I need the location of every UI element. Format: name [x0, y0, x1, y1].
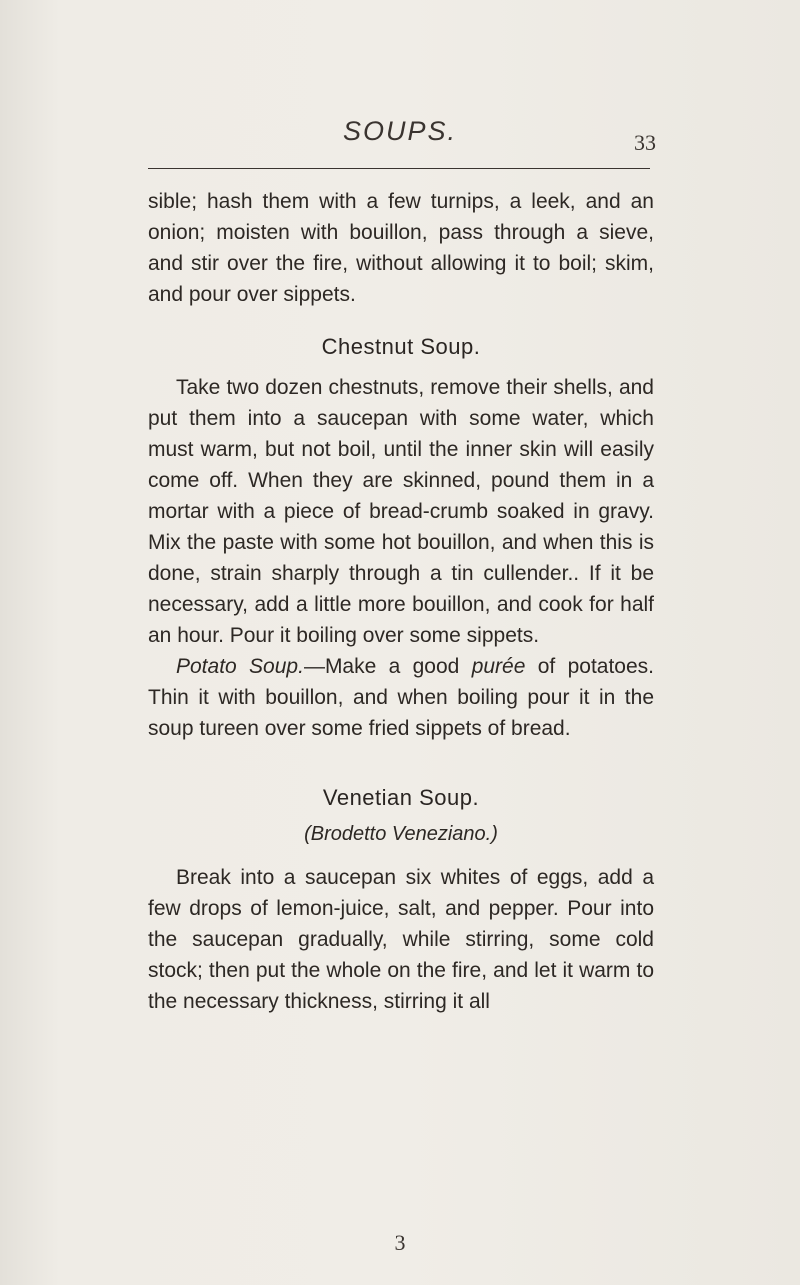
- potato-soup-paragraph: [148, 651, 654, 744]
- intro-paragraph: sible; hash them with a few turnips, a leek, and an onion; moisten with bouillon, pass through a sieve, and stir over the fire, without allowing it to boil; skim, and pour over sippets.: [148, 190, 654, 306]
- venetian-soup-heading: Venetian Soup.: [322, 785, 480, 810]
- potato-soup-emphasis: purée: [471, 655, 526, 678]
- chestnut-soup-paragraph: Take two dozen chestnuts, remove their shells, and put them into a saucepan with some water, which must warm, but not boil, until the inner skin will easily come off. When they are skinned, pound them in a mortar with a piece of bread-crumb soaked in gravy. Mix the paste with some hot bouillon, and when this is done, strain sharply through a tin cullender.. If it be necessary, add a little more bouillon, and cook for half an hour. Pour it boiling over some sippets.: [148, 376, 654, 647]
- potato-soup-dash: —: [303, 655, 325, 678]
- venetian-soup-subheading: (Brodetto Veneziano.): [304, 823, 498, 845]
- signature-mark: 3: [394, 1230, 406, 1255]
- potato-soup-text-2: of potatoes. Thin it with bouillon, and when boiling pour it in the soup tureen over some fried sippets of bread.: [148, 655, 654, 740]
- chestnut-soup-heading: Chestnut Soup.: [321, 334, 481, 359]
- running-head: SOUPS.: [342, 116, 458, 146]
- page-number: 33: [634, 130, 656, 155]
- page-body: [148, 186, 654, 1017]
- venetian-soup-paragraph: Break into a saucepan six whites of eggs, add a few drops of lemon-juice, salt, and pepper. Pour into the saucepan gradually, while stirring, some cold stock; then put the whole on the fire, and let it warm to the necessary thickness, stirring it all: [148, 866, 654, 1013]
- potato-soup-text-1: Make a good: [324, 655, 472, 678]
- potato-soup-runin: Potato Soup.: [176, 655, 304, 678]
- header-rule: [148, 168, 650, 169]
